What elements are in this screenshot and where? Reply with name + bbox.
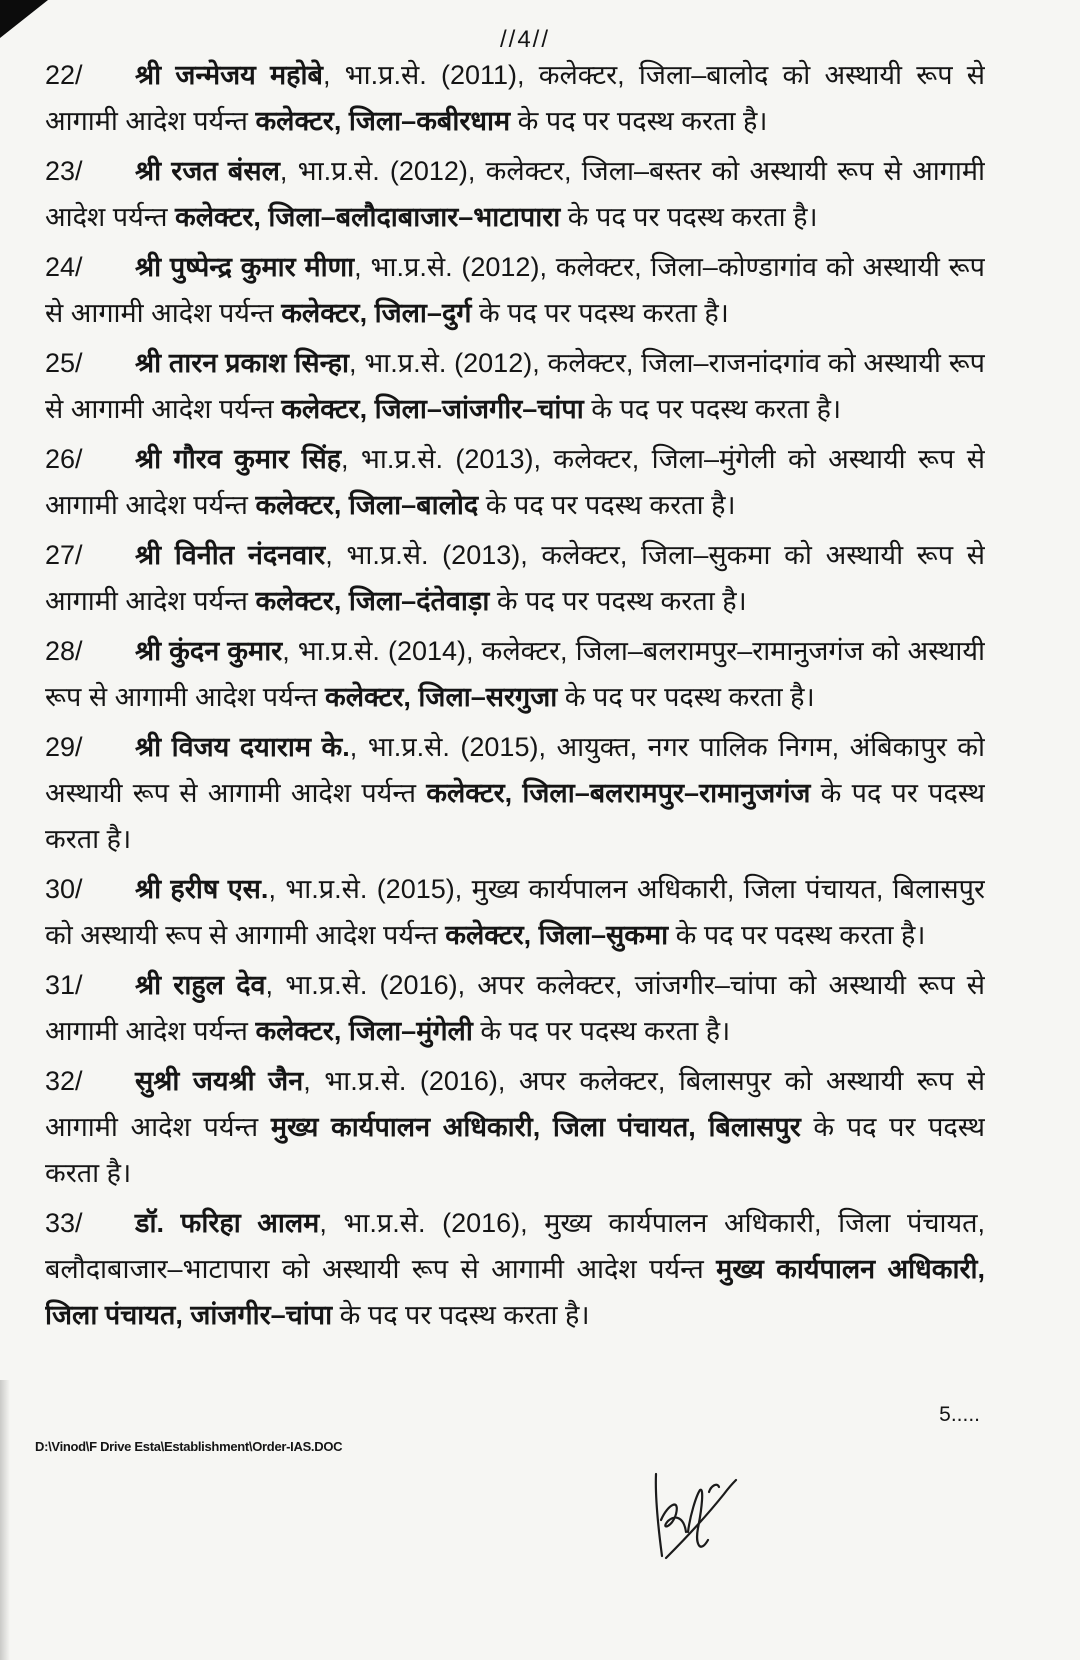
order-item-28 — [45, 628, 985, 720]
item-number: 28/ — [45, 636, 83, 666]
item-number: 23/ — [45, 156, 83, 186]
posting-suffix: के पद पर पदस्थ करता है। — [583, 394, 842, 424]
officer-name: श्री राहुल देव — [135, 970, 266, 1000]
officer-name: श्री रजत बंसल — [135, 156, 280, 186]
new-posting: कलेक्टर, जिला–बालोद — [255, 490, 479, 520]
officer-name: श्री पुष्पेन्द्र कुमार मीणा — [135, 252, 355, 282]
order-item-22 — [45, 52, 985, 144]
posting-suffix: के पद पर पदस्थ करता है। — [45, 778, 985, 854]
order-item-25 — [45, 340, 985, 432]
order-item-23 — [45, 148, 985, 240]
officer-details: , भा.प्र.से. (2016), अपर कलेक्टर, बिलासपुर को अस्थायी रूप से आगामी आदेश पर्यन्त — [45, 1066, 985, 1142]
posting-suffix: के पद पर पदस्थ करता है। — [489, 586, 747, 616]
officer-name: श्री जन्मेजय महोबे — [135, 60, 323, 90]
officer-details: , भा.प्र.से. (2015), आयुक्त, नगर पालिक निगम, अंबिकापुर को अस्थायी रूप से आगामी आदेश पर्यन्त — [45, 732, 985, 808]
handwritten-signature — [636, 1458, 746, 1568]
page-number-header: //4// — [499, 26, 551, 53]
officer-details: , भा.प्र.से. (2012), कलेक्टर, जिला–राजनांदगांव को अस्थायी रूप से आगामी आदेश पर्यन्त — [45, 348, 985, 424]
item-number: 26/ — [45, 444, 83, 474]
officer-details: , भा.प्र.से. (2013), कलेक्टर, जिला–सुकमा को अस्थायी रूप से आगामी आदेश पर्यन्त — [45, 540, 985, 616]
item-number: 29/ — [45, 732, 83, 762]
officer-details: , भा.प्र.से. (2012), कलेक्टर, जिला–कोण्डागांव को अस्थायी रूप से आगामी आदेश पर्यन्त — [45, 252, 985, 328]
scan-corner-shadow — [0, 0, 50, 40]
officer-name: श्री विनीत नंदनवार — [135, 540, 326, 570]
posting-suffix: के पद पर पदस्थ करता है। — [472, 1016, 731, 1046]
officer-details: , भा.प्र.से. (2016), अपर कलेक्टर, जांजगीर–चांपा को अस्थायी रूप से आगामी आदेश पर्यन्त — [45, 970, 985, 1046]
officer-name: श्री गौरव कुमार सिंह — [135, 444, 342, 474]
item-number: 25/ — [45, 348, 83, 378]
order-item-32 — [45, 1058, 985, 1196]
order-item-29 — [45, 724, 985, 862]
new-posting: कलेक्टर, जिला–दंतेवाड़ा — [255, 586, 490, 616]
officer-details: , भा.प्र.से. (2015), मुख्य कार्यपालन अधिकारी, जिला पंचायत, बिलासपुर को अस्थायी रूप से आगामी आदेश पर्यन्त — [45, 874, 985, 950]
officer-details: , भा.प्र.से. (2011), कलेक्टर, जिला–बालोद को अस्थायी रूप से आगामी आदेश पर्यन्त — [45, 60, 985, 136]
new-posting: कलेक्टर, जिला–सरगुजा — [325, 682, 558, 712]
officer-name: सुश्री जयश्री जैन — [135, 1066, 304, 1096]
new-posting: कलेक्टर, जिला–सुकमा — [445, 920, 669, 950]
posting-suffix: के पद पर पदस्थ करता है। — [332, 1300, 590, 1330]
new-posting: कलेक्टर, जिला–जांजगीर–चांपा — [281, 394, 584, 424]
posting-suffix: के पद पर पदस्थ करता है। — [560, 202, 818, 232]
posting-suffix: के पद पर पदस्थ करता है। — [557, 682, 815, 712]
item-number: 27/ — [45, 540, 83, 570]
new-posting: कलेक्टर, जिला–बलरामपुर–रामानुजगंज — [426, 778, 811, 808]
order-item-30 — [45, 866, 985, 958]
officer-name: श्री तारन प्रकाश सिन्हा — [135, 348, 349, 378]
new-posting: कलेक्टर, जिला–दुर्ग — [281, 298, 472, 328]
item-number: 31/ — [45, 970, 83, 1000]
order-item-24 — [45, 244, 985, 336]
scan-edge-shadow — [0, 1380, 10, 1660]
officer-details: , भा.प्र.से. (2013), कलेक्टर, जिला–मुंगेली को अस्थायी रूप से आगामी आदेश पर्यन्त — [45, 444, 985, 520]
officer-details: , भा.प्र.से. (2014), कलेक्टर, जिला–बलरामपुर–रामानुजगंज को अस्थायी रूप से आगामी आदेश पर्यन्त — [45, 636, 985, 712]
new-posting: कलेक्टर, जिला–कबीरधाम — [255, 106, 511, 136]
item-number: 33/ — [45, 1208, 83, 1238]
posting-suffix: के पद पर पदस्थ करता है। — [510, 106, 768, 136]
document-file-path: D:\Vinod\F Drive Esta\Establishment\Order-IAS.DOC — [35, 1439, 343, 1454]
posting-suffix: के पद पर पदस्थ करता है। — [668, 920, 926, 950]
order-item-31 — [45, 962, 985, 1054]
new-posting: मुख्य कार्यपालन अधिकारी, जिला पंचायत, जांजगीर–चांपा — [45, 1254, 985, 1330]
order-body — [45, 52, 985, 1392]
officer-details: , भा.प्र.से. (2012), कलेक्टर, जिला–बस्तर को अस्थायी रूप से आगामी आदेश पर्यन्त — [45, 156, 985, 232]
officer-name: श्री विजय दयाराम के. — [135, 732, 350, 762]
continuation-marker: 5..... — [939, 1403, 980, 1426]
new-posting: कलेक्टर, जिला–बलौदाबाजार–भाटापारा — [175, 202, 561, 232]
item-number: 24/ — [45, 252, 83, 282]
item-number: 30/ — [45, 874, 83, 904]
item-number: 32/ — [45, 1066, 83, 1096]
officer-name: श्री कुंदन कुमार — [135, 636, 283, 666]
order-item-27 — [45, 532, 985, 624]
new-posting: मुख्य कार्यपालन अधिकारी, जिला पंचायत, बिलासपुर — [270, 1112, 801, 1142]
posting-suffix: के पद पर पदस्थ करता है। — [45, 1112, 985, 1188]
order-item-26 — [45, 436, 985, 528]
item-number: 22/ — [45, 60, 83, 90]
order-item-33 — [45, 1200, 985, 1338]
officer-name: श्री हरीष एस. — [135, 874, 269, 904]
posting-suffix: के पद पर पदस्थ करता है। — [478, 490, 736, 520]
officer-name: डॉ. फरिहा आलम — [135, 1208, 320, 1238]
new-posting: कलेक्टर, जिला–मुंगेली — [255, 1016, 473, 1046]
officer-details: , भा.प्र.से. (2016), मुख्य कार्यपालन अधिकारी, जिला पंचायत, बलौदाबाजार–भाटापारा को अस्थायी रूप से आगामी आदेश पर्यन्त — [45, 1208, 985, 1284]
posting-suffix: के पद पर पदस्थ करता है। — [471, 298, 729, 328]
